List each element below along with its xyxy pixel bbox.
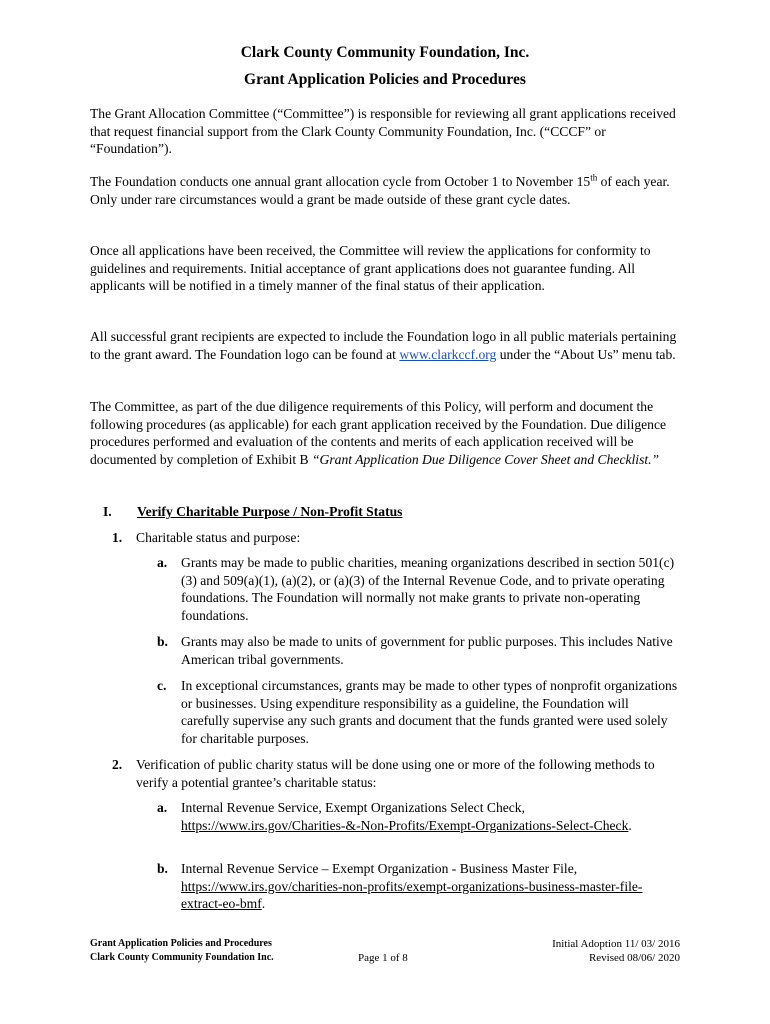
paragraph-text: The Grant Allocation Committee (“Committee”) is responsible for reviewing all grant applications received that request financial support from the Clark County Community Foundation, Inc. (“CCCF” or “Foundation”). [90, 106, 676, 156]
list-item-text: Charitable status and purpose: [136, 530, 301, 545]
paragraph-text [90, 173, 680, 208]
list-item-text: Verification of public charity status will be done using one or more of the following methods to verify a potential grantee’s charitable status: [136, 757, 655, 790]
sub-item-number: b. [157, 861, 168, 876]
list-item-number: 1. [112, 530, 123, 545]
sub-item-number: a. [157, 800, 168, 815]
paragraph-review [90, 242, 680, 295]
sub-item-text: Grants may be made to public charities, meaning organizations described in section 501(c)(3) and 509(a)(1), (a)(2), or (a)(3) of the Internal Revenue Code, and to private operating foundations. The Foundation will normally not make grants to private non-operating foundations. [181, 555, 675, 623]
section-number: I. [103, 504, 112, 519]
paragraph-text: Once all applications have been received, the Committee will review the applications for conformity to guidelines and requirements. Initial acceptance of grant applications does not guarantee funding. All applicants will be notified in a timely manner of the final status of their application. [90, 243, 651, 293]
revision-date: Revised 08/06/ 2020 [588, 952, 680, 964]
sub-item-label: Internal Revenue Service – Exempt Organization - Business Master File, [181, 861, 578, 876]
paragraph-cycle [90, 173, 680, 208]
footer-left [90, 937, 274, 965]
superscript: th [590, 172, 598, 183]
sub-item-number: c. [157, 678, 167, 693]
paragraph-text-part: All successful grant recipients are expected to include the Foundation logo in all public materials pertaining to the grant award. The Foundation logo can be found at [90, 329, 677, 362]
irs-select-check-link[interactable]: https://www.irs.gov/Charities-&-Non-Profits/Exempt-Organizations-Select-Check [181, 817, 629, 833]
sub-item-text: In exceptional circumstances, grants may be made to other types of nonprofit organizations or businesses. Using expenditure responsibility as a guideline, the Foundation will carefully supervise any such grants and document that the funds granted were used solely for charitable purposes. [181, 678, 678, 746]
paragraph-text-part: The Foundation conducts one annual grant allocation cycle from October 1 to November 15 [90, 174, 591, 189]
sub-item-end: . [261, 896, 266, 911]
exhibit-title: “Grant Application Due Diligence Cover Sheet and Checklist.” [312, 451, 660, 467]
section-title: Verify Charitable Purpose / Non-Profit Status [137, 504, 403, 519]
document-title: Clark County Community Foundation, Inc. [240, 44, 530, 61]
sub-item-number: b. [157, 634, 168, 649]
footer-organization: Clark County Community Foundation Inc. [90, 952, 274, 963]
document-subtitle: Grant Application Policies and Procedures [244, 71, 526, 88]
sub-item-text [181, 860, 679, 913]
footer-document-title: Grant Application Policies and Procedures [90, 938, 272, 949]
sub-item-number: a. [157, 555, 168, 570]
paragraph-text [90, 328, 680, 363]
paragraph-text-part: under the “About Us” menu tab. [496, 346, 676, 362]
foundation-website-link[interactable]: www.clarkccf.org [399, 346, 497, 362]
paragraph-logo [90, 328, 680, 363]
list-item-number: 2. [112, 757, 123, 772]
paragraph-text-part: The Committee, as part of the due diligence requirements of this Policy, will perform and document the following procedures (as applicable) for each grant application received by the Foundation. Due diligence procedures performed and evaluation of the contents and merits of each application received will be documented by completion of Exhibit B [90, 399, 667, 467]
paragraph-due-diligence [90, 398, 680, 468]
adoption-date: Initial Adoption 11/ 03/ 2016 [552, 938, 680, 950]
page-number: Page 1 of 8 [358, 952, 408, 964]
footer-right [552, 937, 680, 965]
paragraph-text [90, 398, 680, 468]
sub-item-end: . [628, 817, 632, 833]
irs-business-master-file-link[interactable]: https://www.irs.gov/charities-non-profits/exempt-organizations-business-master-file-extract-eo-bmf [181, 878, 643, 911]
sub-item-label: Internal Revenue Service, Exempt Organizations Select Check, [181, 800, 526, 815]
sub-item-text [181, 799, 679, 834]
paragraph-committee [90, 105, 680, 158]
sub-item-text: Grants may also be made to units of government for public purposes. This includes Native American tribal governments. [181, 634, 673, 667]
paragraph-text-part: of each year. Only under rare circumstances would a grant be made outside of these grant cycle dates. [90, 174, 670, 207]
